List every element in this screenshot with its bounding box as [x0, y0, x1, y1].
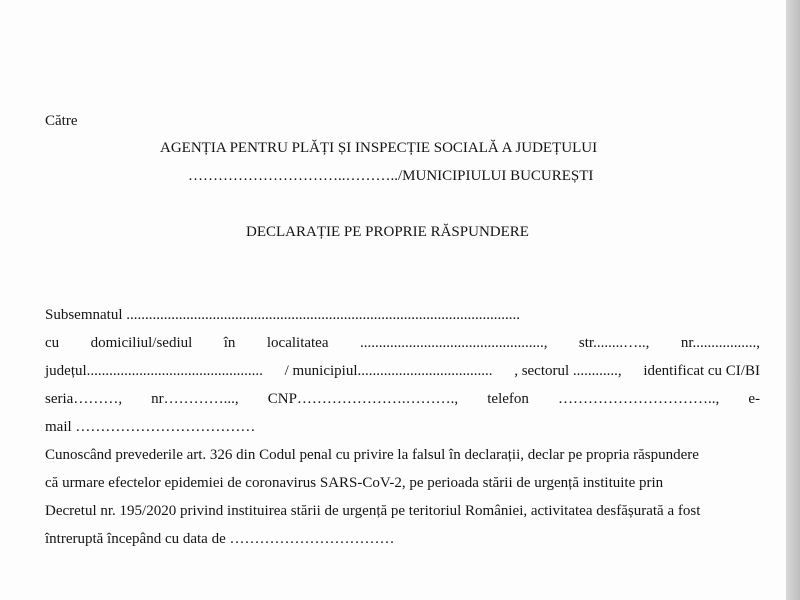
addressee-label: Către	[45, 113, 78, 129]
declaration-line-1: Cunoscând prevederile art. 326 din Codul penal cu privire la falsul în declarații, declar pe propria răspundere	[45, 447, 699, 463]
agency-county-line: …………………………..………../MUNICIPIULUI BUCUREȘTI	[188, 168, 594, 184]
declaration-line-3: Decretul nr. 195/2020 privind instituirea stării de urgență pe teritoriul României, activitatea desfășurată a fost	[45, 503, 701, 519]
residence-word: .................................................,	[359, 335, 548, 351]
residence-word: localitatea	[266, 335, 329, 351]
residence-line	[45, 334, 760, 352]
id-card-line	[45, 390, 760, 408]
county-word: identificat cu CI/BI	[643, 363, 760, 379]
declaration-line-4: întreruptă începând cu data de ……………………………	[45, 531, 395, 547]
county-line	[45, 362, 760, 380]
residence-word: domiciliul/sediul	[90, 335, 193, 351]
residence-word: cu	[45, 335, 60, 351]
email-line: mail ………………………………	[45, 419, 256, 435]
id-word: e-	[748, 391, 760, 407]
residence-word: nr.................,	[680, 335, 760, 351]
id-word: telefon	[487, 391, 529, 407]
signatory-name-line: Subsemnatul .........................................................................................................	[45, 307, 520, 323]
id-word: nr…………...,	[151, 391, 239, 407]
county-word: , sectorul ............,	[514, 363, 622, 379]
declaration-line-2: că urmare efectelor epidemiei de coronavirus SARS-CoV-2, pe perioada stării de urgență instituite prin	[45, 475, 664, 491]
residence-word: str........…..,	[578, 335, 650, 351]
county-word: / municipiul....................................	[284, 363, 493, 379]
residence-word: în	[223, 335, 236, 351]
document-title: DECLARAȚIE PE PROPRIE RĂSPUNDERE	[246, 224, 529, 240]
id-word: seria………,	[45, 391, 123, 407]
page-edge-shadow	[786, 0, 800, 600]
id-word: CNP………………….……….,	[267, 391, 459, 407]
agency-name: AGENȚIA PENTRU PLĂȚI ȘI INSPECȚIE SOCIALĂ A JUDEȚULUI	[160, 140, 598, 156]
id-word: …………………………..,	[557, 391, 720, 407]
county-word: județul...............................................	[45, 363, 263, 379]
